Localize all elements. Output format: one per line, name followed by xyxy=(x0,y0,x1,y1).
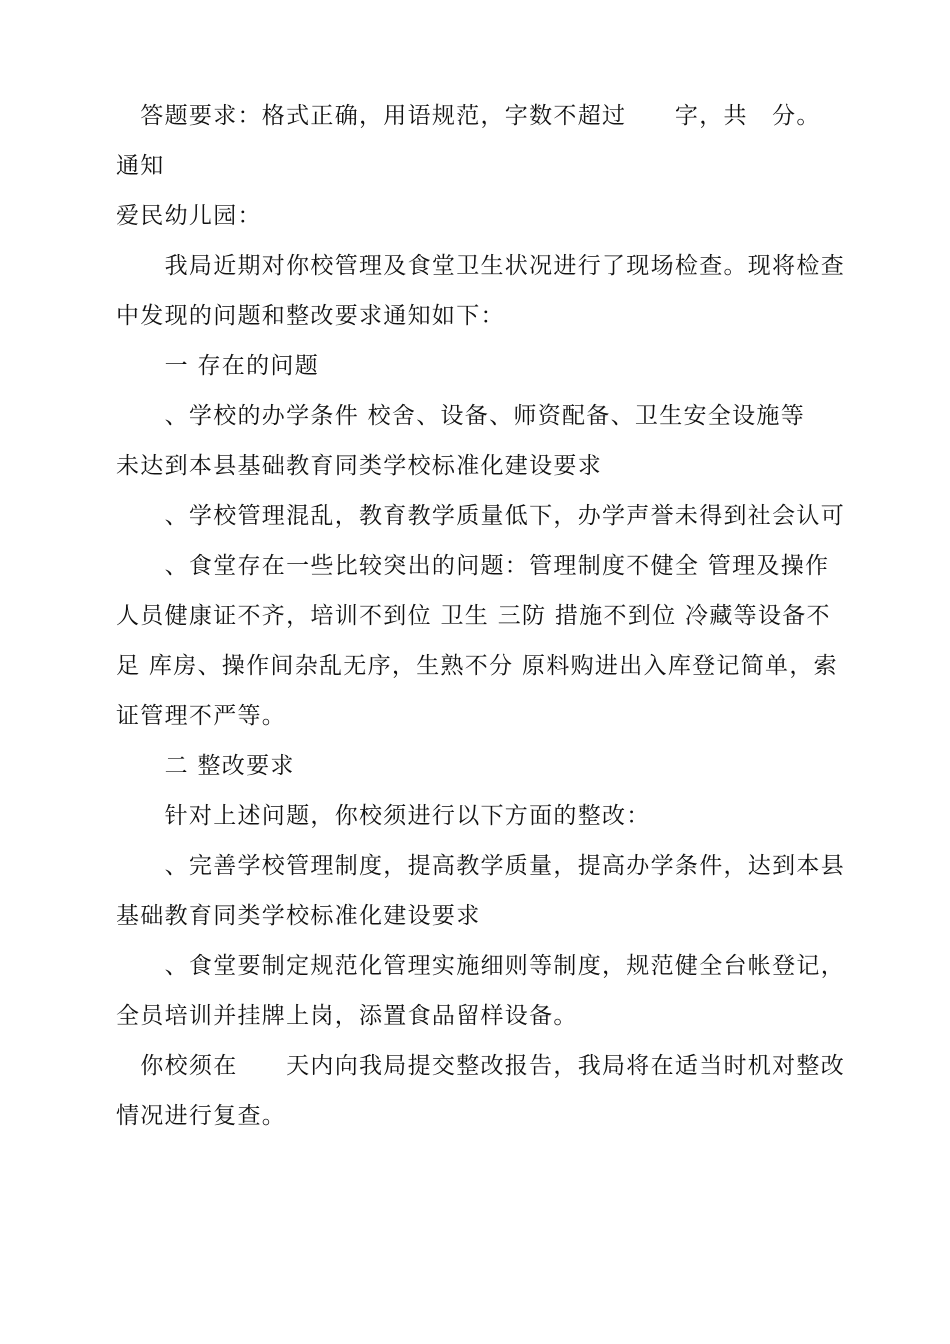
rectification-intro-line: 针对上述问题，你校须进行以下方面的整改： xyxy=(116,803,651,829)
recipient-line: 爱民幼儿园： xyxy=(116,203,262,229)
document-title: 通知 xyxy=(116,153,165,179)
intro-paragraph-line-2: 中发现的问题和整改要求通知如下： xyxy=(116,303,505,329)
problem-3-line-4: 证管理不严等。 xyxy=(116,703,287,729)
section-heading-problems: 一 存在的问题 xyxy=(116,353,320,379)
section-heading-rectification: 二 整改要求 xyxy=(116,753,295,779)
problem-1-line-2: 未达到本县基础教育同类学校标准化建设要求 xyxy=(116,453,602,479)
requirement-2-line-1: 、食堂要制定规范化管理实施细则等制度，规范健全台帐登记， xyxy=(116,953,845,979)
requirement-1-line-2: 基础教育同类学校标准化建设要求 xyxy=(116,903,481,929)
closing-paragraph-line-2: 情况进行复查。 xyxy=(116,1103,287,1129)
answer-requirements-line: 答题要求：格式正确，用语规范，字数不超过 字，共 分。 xyxy=(116,103,821,129)
intro-paragraph-line-1: 我局近期对你校管理及食堂卫生状况进行了现场检查。现将检查 xyxy=(116,253,845,279)
problem-3-line-2: 人员健康证不齐，培训不到位 卫生 三防 措施不到位 冷藏等设备不 xyxy=(116,603,831,629)
problem-1-line-1: 、学校的办学条件 校舍、设备、师资配备、卫生安全设施等 xyxy=(116,403,806,429)
requirement-1-line-1: 、完善学校管理制度，提高教学质量，提高办学条件，达到本县 xyxy=(116,853,845,879)
problem-3-line-3: 足 库房、操作间杂乱无序，生熟不分 原料购进出入库登记简单，索 xyxy=(116,653,838,679)
closing-paragraph-line-1: 你校须在 天内向我局提交整改报告，我局将在适当时机对整改 xyxy=(116,1053,845,1079)
problem-3-line-1: 、食堂存在一些比较突出的问题：管理制度不健全 管理及操作 xyxy=(116,553,830,579)
problem-2-line: 、学校管理混乱，教育教学质量低下，办学声誉未得到社会认可 xyxy=(116,503,845,529)
requirement-2-line-2: 全员培训并挂牌上岗，添置食品留样设备。 xyxy=(116,1003,578,1029)
